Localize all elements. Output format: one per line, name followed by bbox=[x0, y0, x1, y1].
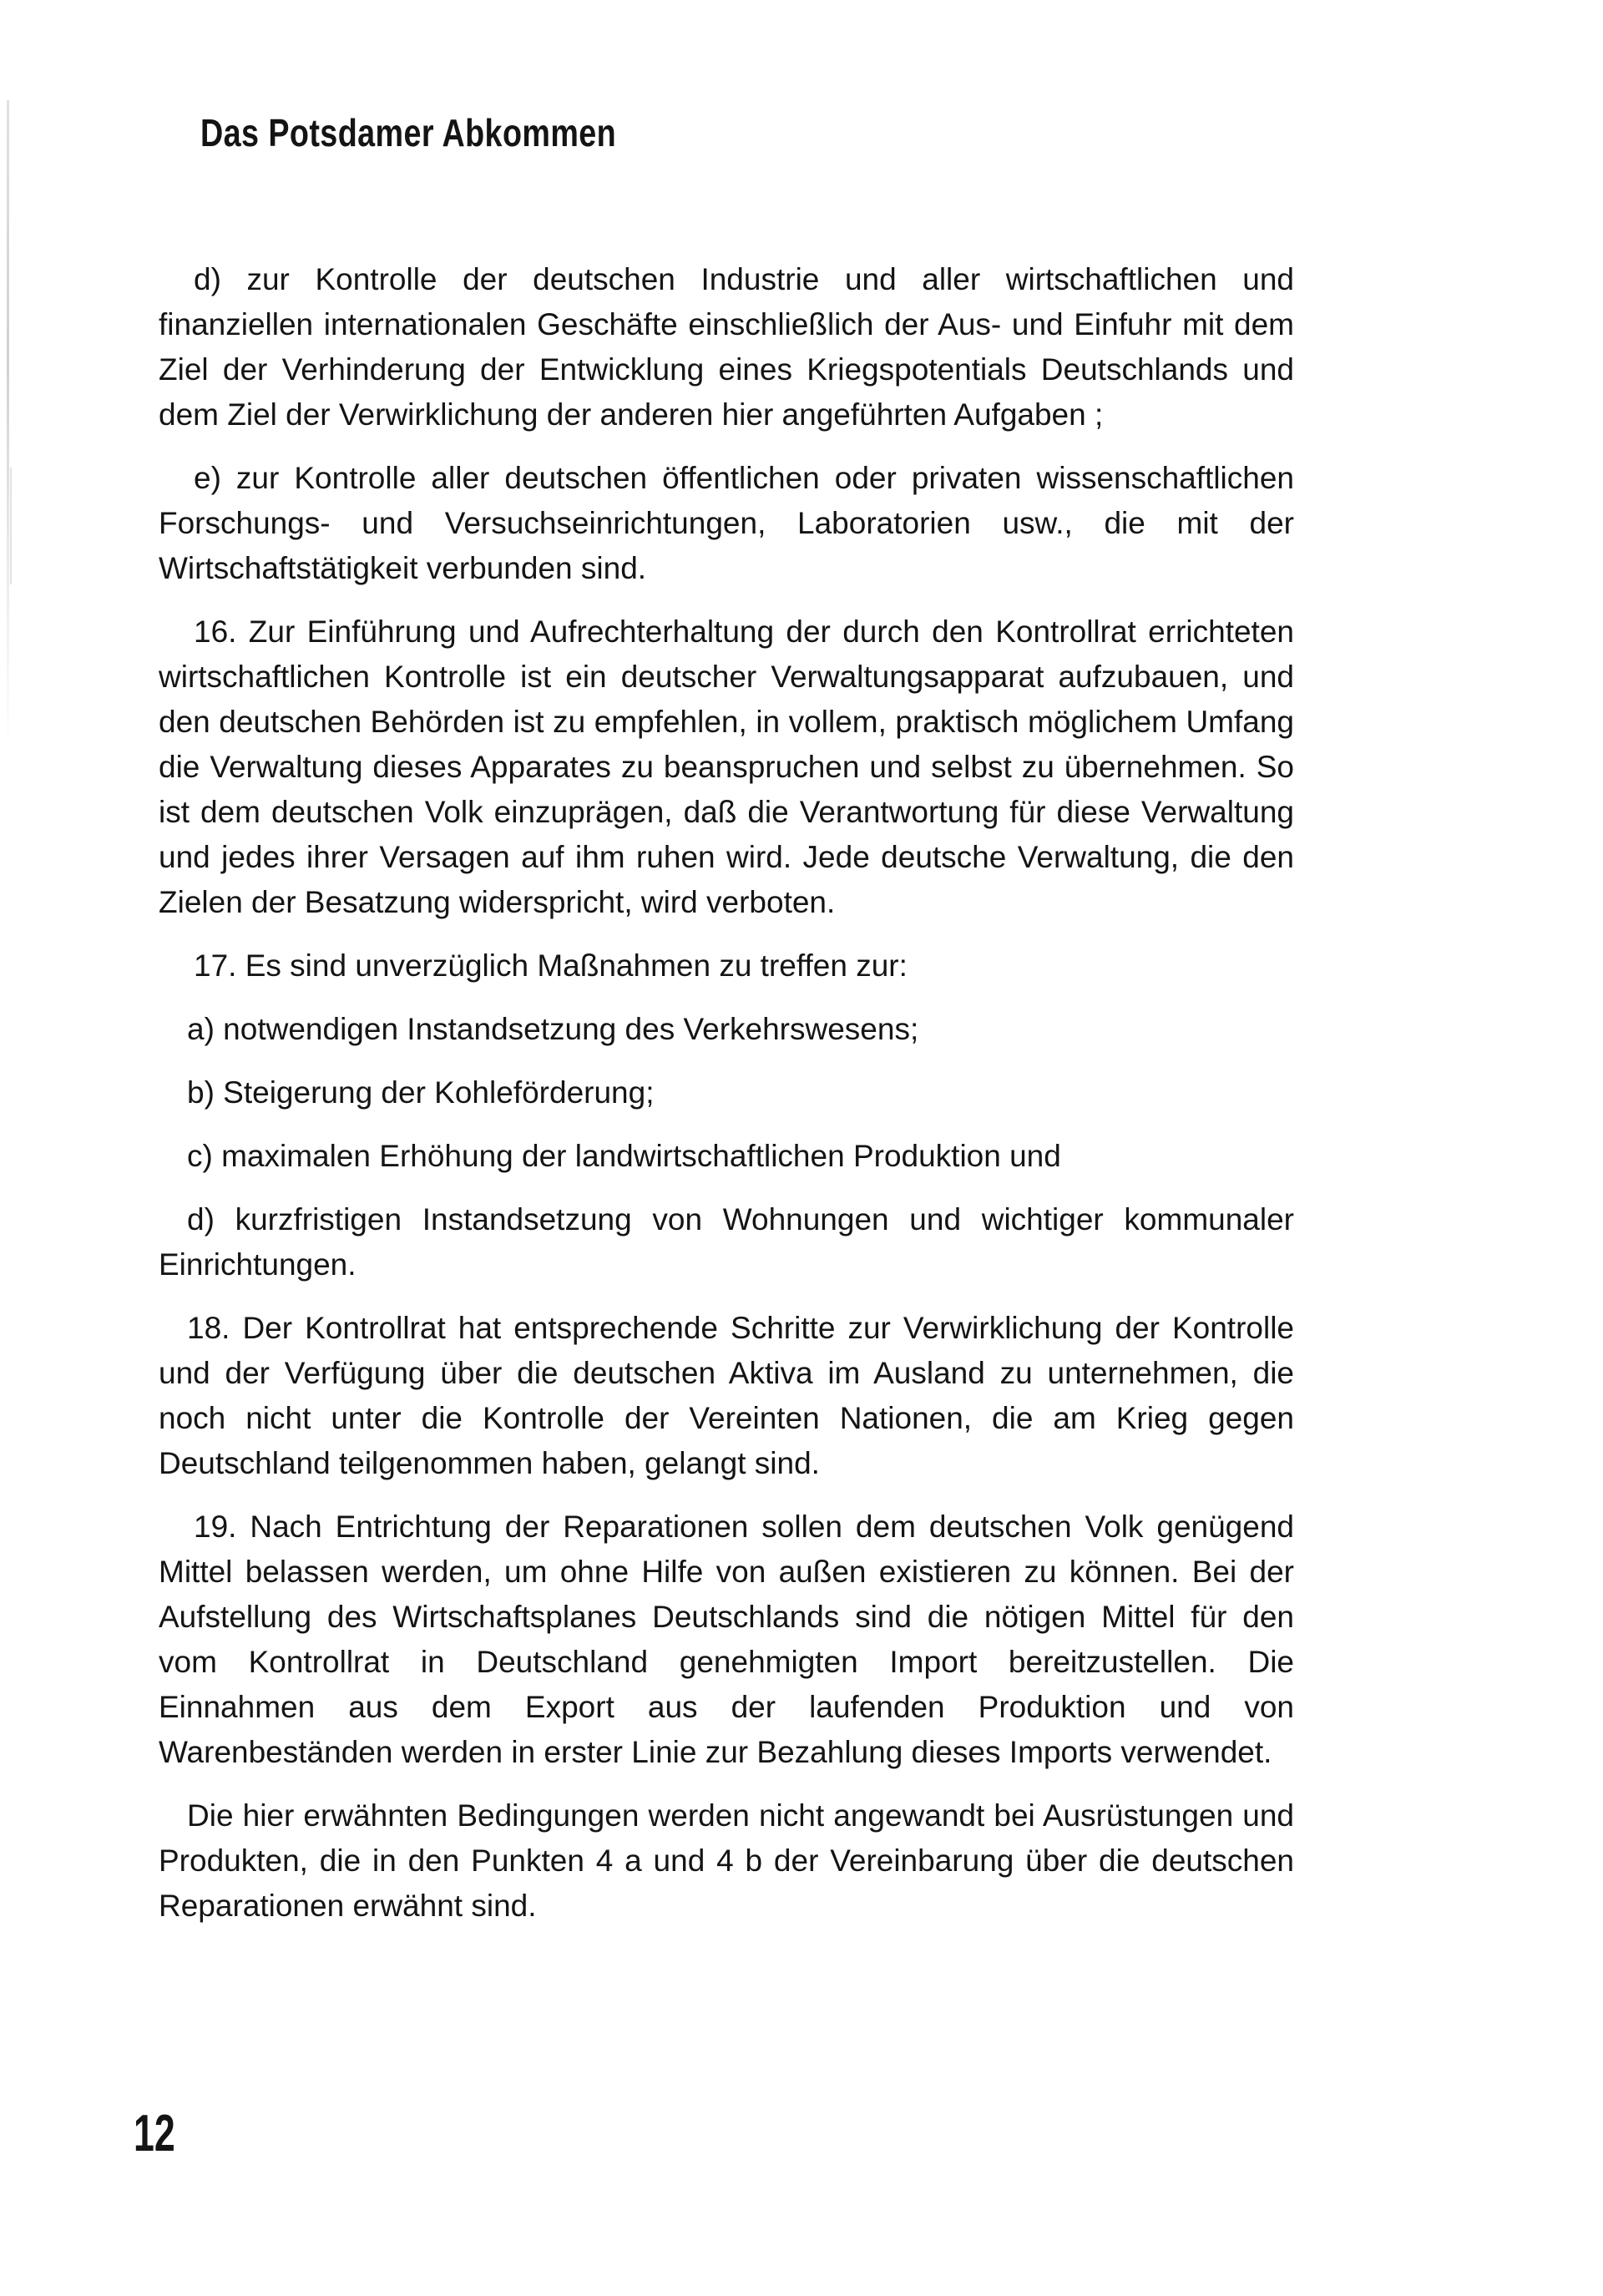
paragraph-16: 16. Zur Einführung und Aufrechterhaltung der durch den Kontrollrat errichteten wirtschaftlichen Kontrolle ist ein deutscher Verwaltungsapparat aufzubauen, und den deutschen Behörden ist zu empfehlen, in vollem, praktisch möglichem Umfang die Verwaltung dieses Apparates zu beanspruchen und selbst zu übernehmen. So ist dem deutschen Volk einzuprägen, daß die Verantwortung für diese Verwaltung und jedes ihrer Versagen auf ihm ruhen wird. Jede deutsche Verwaltung, die den Zielen der Besatzung widerspricht, wird verboten. bbox=[159, 614, 1294, 919]
paragraph-19: 19. Nach Entrichtung der Reparationen sollen dem deutschen Volk genügend Mittel belassen werden, um ohne Hilfe von außen existieren zu können. Bei der Aufstellung des Wirtschaftsplanes Deutschlands sind die nötigen Mittel für den vom Kontrollrat in Deutschland genehmigten Import bereitzustellen. Die Einnahmen aus dem Export aus der laufenden Produktion und von Warenbeständen werden in erster Linie zur Bezahlung dieses Imports verwendet. bbox=[159, 1510, 1294, 1769]
list-item-b: b) Steigerung der Kohleförderung; bbox=[187, 1075, 655, 1110]
list-item-a: a) notwendigen Instandsetzung des Verkehrswesens; bbox=[187, 1012, 919, 1046]
paragraph-conditions: Die hier erwähnten Bedingungen werden nicht angewandt bei Ausrüstungen und Produkten, die in den Punkten 4 a und 4 b der Vereinbarung über die deutschen Reparationen erwähnt sind. bbox=[159, 1798, 1294, 1923]
paragraph-e-research-control: e) zur Kontrolle aller deutschen öffentlichen oder privaten wissenschaftlichen Forschungs- und Versuchseinrichtungen, Laboratorien usw., die mit der Wirtschaftstätigkeit verbunden sind. bbox=[159, 461, 1294, 585]
scan-edge-mark bbox=[10, 468, 12, 584]
paragraph-18: 18. Der Kontrollrat hat entsprechende Schritte zur Verwirklichung der Kontrolle und der Verfügung über die deutschen Aktiva im Ausland zu unternehmen, die noch nicht unter die Kontrolle der Vereinten Nationen, die am Krieg gegen Deutschland teilgenommen haben, gelangt sind. bbox=[159, 1311, 1294, 1480]
scan-edge-mark bbox=[7, 100, 9, 751]
list-item-d: d) kurzfristigen Instandsetzung von Wohnungen und wichtiger kommunaler Einrichtungen. bbox=[159, 1202, 1294, 1282]
paragraph-d-industry-control: d) zur Kontrolle der deutschen Industrie und aller wirtschaftlichen und finanziellen internationalen Geschäfte einschließlich der Aus- und Einfuhr mit dem Ziel der Verhinderung der Entwicklung eines Kriegspotentials Deutschlands und dem Ziel der Verwirklichung der anderen hier angeführten Aufgaben ; bbox=[159, 262, 1294, 432]
document-body bbox=[159, 257, 1294, 1947]
paragraph-17: 17. Es sind unverzüglich Maßnahmen zu treffen zur: bbox=[194, 948, 908, 983]
page-number: 12 bbox=[134, 2105, 175, 2162]
running-header: Das Potsdamer Abkommen bbox=[200, 111, 617, 154]
list-item-c: c) maximalen Erhöhung der landwirtschaftlichen Produktion und bbox=[187, 1139, 1061, 1173]
